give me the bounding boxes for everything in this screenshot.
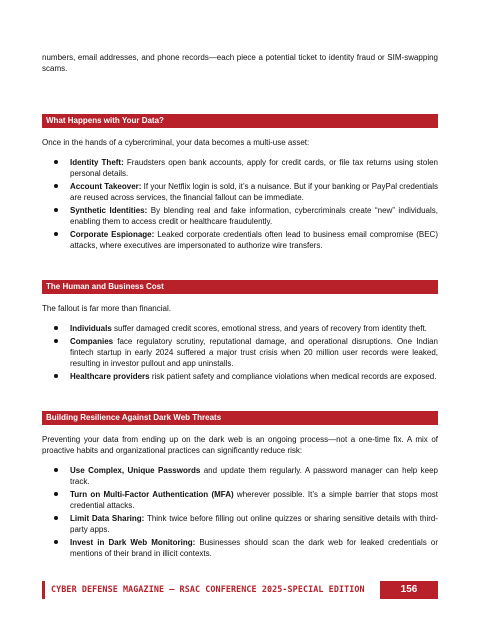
section-human-business-cost bbox=[42, 280, 438, 382]
bullet-list bbox=[42, 157, 438, 251]
list-item-term: Corporate Espionage: bbox=[70, 230, 155, 239]
list-item bbox=[70, 489, 438, 511]
section-heading: Building Resilience Against Dark Web Threats bbox=[42, 411, 438, 425]
list-item bbox=[70, 371, 438, 382]
list-item-text: Fraudsters open bank accounts, apply for credit cards, or file tax returns using stolen personal details. bbox=[70, 158, 438, 178]
list-item-text: risk patient safety and compliance violations when medical records are exposed. bbox=[149, 372, 437, 381]
list-item-term: Use Complex, Unique Passwords bbox=[70, 466, 201, 475]
bullet-list bbox=[42, 323, 438, 382]
list-item bbox=[70, 157, 438, 179]
section-lead: The fallout is far more than financial. bbox=[42, 304, 171, 313]
page-number: 156 bbox=[380, 581, 438, 599]
list-item-text: suffer damaged credit scores, emotional stress, and years of recovery from identity theft. bbox=[111, 324, 427, 333]
list-item bbox=[70, 229, 438, 251]
list-item-text: face regulatory scrutiny, reputational damage, and operational disruptions. One Indian fintech startup in early 2024 suffered a major trust crisis when 20 million user records were leaked, resulting in investor pullout and app uninstalls. bbox=[70, 337, 438, 368]
list-item bbox=[70, 323, 438, 334]
list-item-term: Turn on Multi-Factor Authentication (MFA) bbox=[70, 490, 234, 499]
bullet-list bbox=[42, 465, 438, 559]
list-item-text: Businesses should scan the dark web for leaked credentials or mentions of their brand in illicit contexts. bbox=[70, 538, 438, 558]
list-item bbox=[70, 537, 438, 559]
list-item-term: Companies bbox=[70, 337, 114, 346]
footer-accent-bar bbox=[42, 581, 45, 599]
list-item bbox=[70, 465, 438, 487]
section-what-happens bbox=[42, 114, 438, 251]
list-item-term: Account Takeover: bbox=[70, 182, 142, 191]
section-heading: The Human and Business Cost bbox=[42, 280, 438, 294]
section-lead: Preventing your data from ending up on the dark web is an ongoing process—not a one-time fix. A mix of proactive habits and organizational practices can significantly reduce risk: bbox=[42, 435, 438, 455]
publication-title: CYBER DEFENSE MAGAZINE – RSAC CONFERENCE 2025-SPECIAL EDITION bbox=[51, 584, 365, 594]
page-footer bbox=[42, 581, 438, 599]
section-heading: What Happens with Your Data? bbox=[42, 114, 438, 128]
list-item-text: If your Netflix login is sold, it’s a nuisance. But if your banking or PayPal credentials are reused across services, the financial fallout can be immediate. bbox=[70, 182, 438, 202]
list-item-text: By blending real and fake information, cybercriminals create “new” individuals, enabling them to access credit or healthcare fraudulently. bbox=[70, 206, 439, 226]
list-item-text: wherever possible. It’s a simple barrier that stops most credential attacks. bbox=[70, 490, 439, 510]
list-item bbox=[70, 181, 438, 203]
section-lead: Once in the hands of a cybercriminal, your data becomes a multi-use asset: bbox=[42, 138, 310, 147]
list-item-text: Leaked corporate credentials often lead to business email compromise (BEC) attacks, where executives are impersonated to authorize wire transfers. bbox=[70, 230, 438, 250]
list-item-text: and update them regularly. A password manager can help keep track. bbox=[70, 466, 439, 486]
list-item-term: Identity Theft: bbox=[70, 158, 124, 167]
list-item-text: Think twice before filling out online quizzes or sharing sensitive details with third-party apps. bbox=[70, 514, 439, 534]
list-item-term: Invest in Dark Web Monitoring: bbox=[70, 538, 196, 547]
section-building-resilience bbox=[42, 411, 438, 559]
intro-paragraph: numbers, email addresses, and phone records—each piece a potential ticket to identity fraud or SIM-swapping scams. bbox=[42, 53, 438, 73]
list-item bbox=[70, 336, 438, 369]
list-item-term: Limit Data Sharing: bbox=[70, 514, 145, 523]
list-item bbox=[70, 205, 438, 227]
article-body bbox=[42, 52, 438, 561]
list-item-term: Healthcare providers bbox=[70, 372, 150, 381]
list-item-term: Synthetic Identities: bbox=[70, 206, 148, 215]
list-item-term: Individuals bbox=[70, 324, 112, 333]
list-item bbox=[70, 513, 438, 535]
